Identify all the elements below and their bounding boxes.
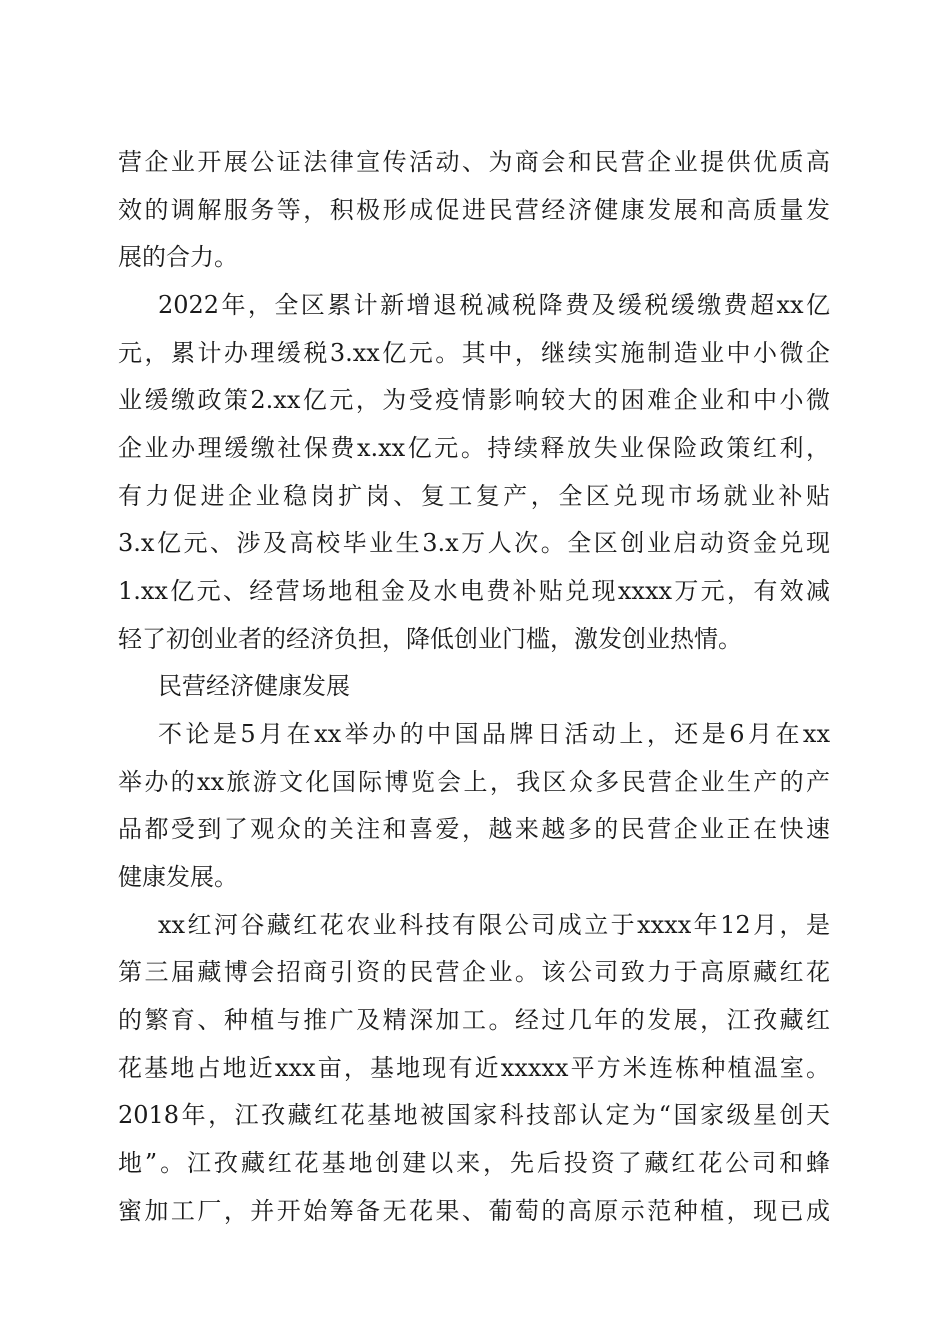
paragraph-3-line-3: 品都受到了观众的关注和喜爱，越来越多的民营企业正在快速 xyxy=(118,815,830,843)
paragraph-2-line-8: 轻了初创业者的经济负担，降低创业门槛，激发创业热情。 xyxy=(118,625,742,653)
paragraph-2-line-3: 业缓缴政策2.xx亿元，为受疫情影响较大的困难企业和中小微 xyxy=(118,386,830,414)
paragraph-1-line-2: 效的调解服务等，积极形成促进民营经济健康发展和高质量发 xyxy=(118,196,830,224)
paragraph-3-line-2: 举办的xx旅游文化国际博览会上，我区众多民营企业生产的产 xyxy=(118,768,830,796)
paragraph-2-line-5: 有力促进企业稳岗扩岗、复工复产，全区兑现市场就业补贴 xyxy=(118,482,830,510)
paragraph-1-line-3: 展的合力。 xyxy=(118,243,238,271)
paragraph-4-line-1: xx红河谷藏红花农业科技有限公司成立于xxxx年12月，是 xyxy=(158,911,830,939)
paragraph-4-line-2: 第三届藏博会招商引资的民营企业。该公司致力于高原藏红花 xyxy=(118,958,830,986)
paragraph-4-line-3: 的繁育、种植与推广及精深加工。经过几年的发展，江孜藏红 xyxy=(118,1006,830,1034)
paragraph-2-line-2: 元，累计办理缓税3.xx亿元。其中，继续实施制造业中小微企 xyxy=(118,339,830,367)
paragraph-4-line-6: 地”。江孜藏红花基地创建以来，先后投资了藏红花公司和蜂 xyxy=(118,1149,830,1177)
paragraph-4-line-7: 蜜加工厂，并开始筹备无花果、葡萄的高原示范种植，现已成 xyxy=(118,1197,830,1225)
paragraph-2-line-6: 3.x亿元、涉及高校毕业生3.x万人次。全区创业启动资金兑现 xyxy=(118,529,830,557)
paragraph-3-line-1: 不论是5月在xx举办的中国品牌日活动上，还是6月在xx xyxy=(158,720,830,748)
paragraph-1-line-1: 营企业开展公证法律宣传活动、为商会和民营企业提供优质高 xyxy=(118,148,830,176)
paragraph-4-line-4: 花基地占地近xxx亩，基地现有近xxxxx平方米连栋种植温室。 xyxy=(118,1054,830,1082)
paragraph-4-line-5: 2018年，江孜藏红花基地被国家科技部认定为“国家级星创天 xyxy=(118,1101,830,1129)
paragraph-2-line-7: 1.xx亿元、经营场地租金及水电费补贴兑现xxxx万元，有效减 xyxy=(118,577,830,605)
section-heading: 民营经济健康发展 xyxy=(158,672,350,700)
paragraph-3-line-4: 健康发展。 xyxy=(118,863,238,891)
paragraph-2-line-4: 企业办理缓缴社保费x.xx亿元。持续释放失业保险政策红利， xyxy=(118,434,830,462)
paragraph-2-line-1: 2022年，全区累计新增退税减税降费及缓税缓缴费超xx亿 xyxy=(158,291,830,319)
